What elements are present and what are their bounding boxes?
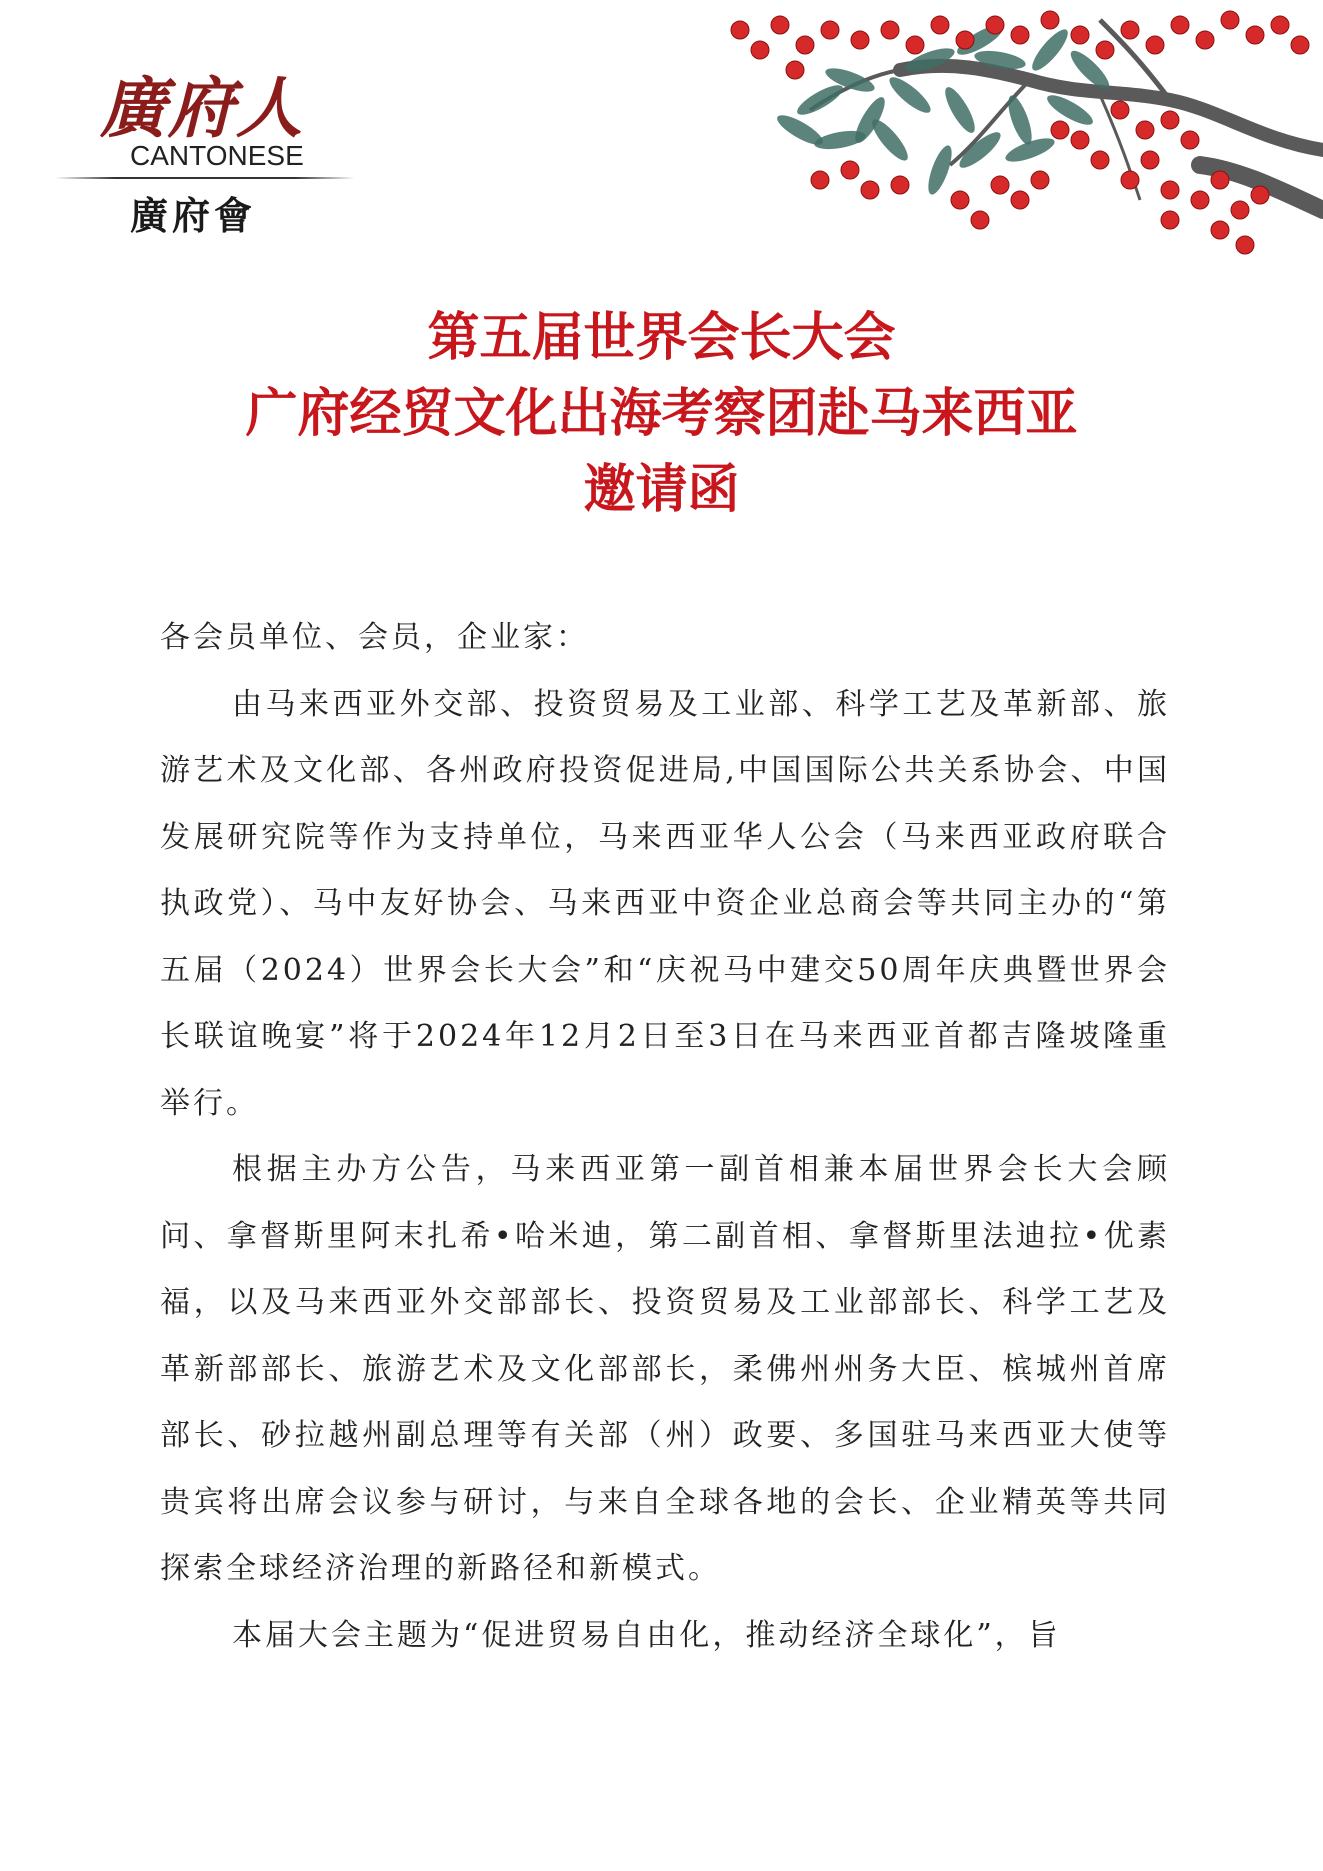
logo-name-en: CANTONESE — [130, 140, 304, 171]
title-line-2: 广府经贸文化出海考察团赴马来西亚 — [245, 383, 1078, 444]
brand-logo — [55, 55, 365, 238]
paragraph-1: 由马来西亚外交部、投资贸易及工业部、科学工艺及革新部、旅游艺术及文化部、各州政府投资促进局,中国国际公共关系协会、中国发展研究院等作为支持单位，马来西亚华人公会（马来西亚政府联合执政党）、马中友好协会、马来西亚中资企业总商会等共同主办的“第五届（2024）世界会长大会”和“庆祝马中建交50周年庆典暨世界会长联谊晚宴”将于2024年12月2日至3日在马来西亚首都吉隆坡隆重举行。 — [160, 686, 1170, 1121]
salutation: 各会员单位、会员，企业家： — [160, 620, 589, 655]
letter-body — [160, 605, 1170, 1669]
logo-name-cn: 廣府人 — [100, 69, 304, 147]
logo-divider — [55, 177, 355, 179]
document-title — [0, 300, 1323, 528]
lychee-branch-icon — [700, 0, 1323, 260]
paragraph-2: 根据主办方公告，马来西亚第一副首相兼本届世界会长大会顾问、拿督斯里阿末扎希•哈米迪，第二副首相、拿督斯里法迪拉•优素福，以及马来西亚外交部部长、投资贸易及工业部部长、科学工艺及革新部部长、旅游艺术及文化部部长，柔佛州州务大臣、槟城州首席部长、砂拉越州副总理等有关部（州）政要、多国驻马来西亚大使等贵宾将出席会议参与研讨，与来自全球各地的会长、企业精英等共同探索全球经济治理的新路径和新模式。 — [160, 1152, 1170, 1586]
logo-org-name: 廣府會 — [130, 194, 257, 238]
paragraph-3: 本届大会主题为“促进贸易自由化，推动经济全球化”，旨 — [232, 1617, 1061, 1653]
title-line-3: 邀请函 — [583, 459, 740, 520]
title-line-1: 第五届世界会长大会 — [427, 307, 896, 368]
